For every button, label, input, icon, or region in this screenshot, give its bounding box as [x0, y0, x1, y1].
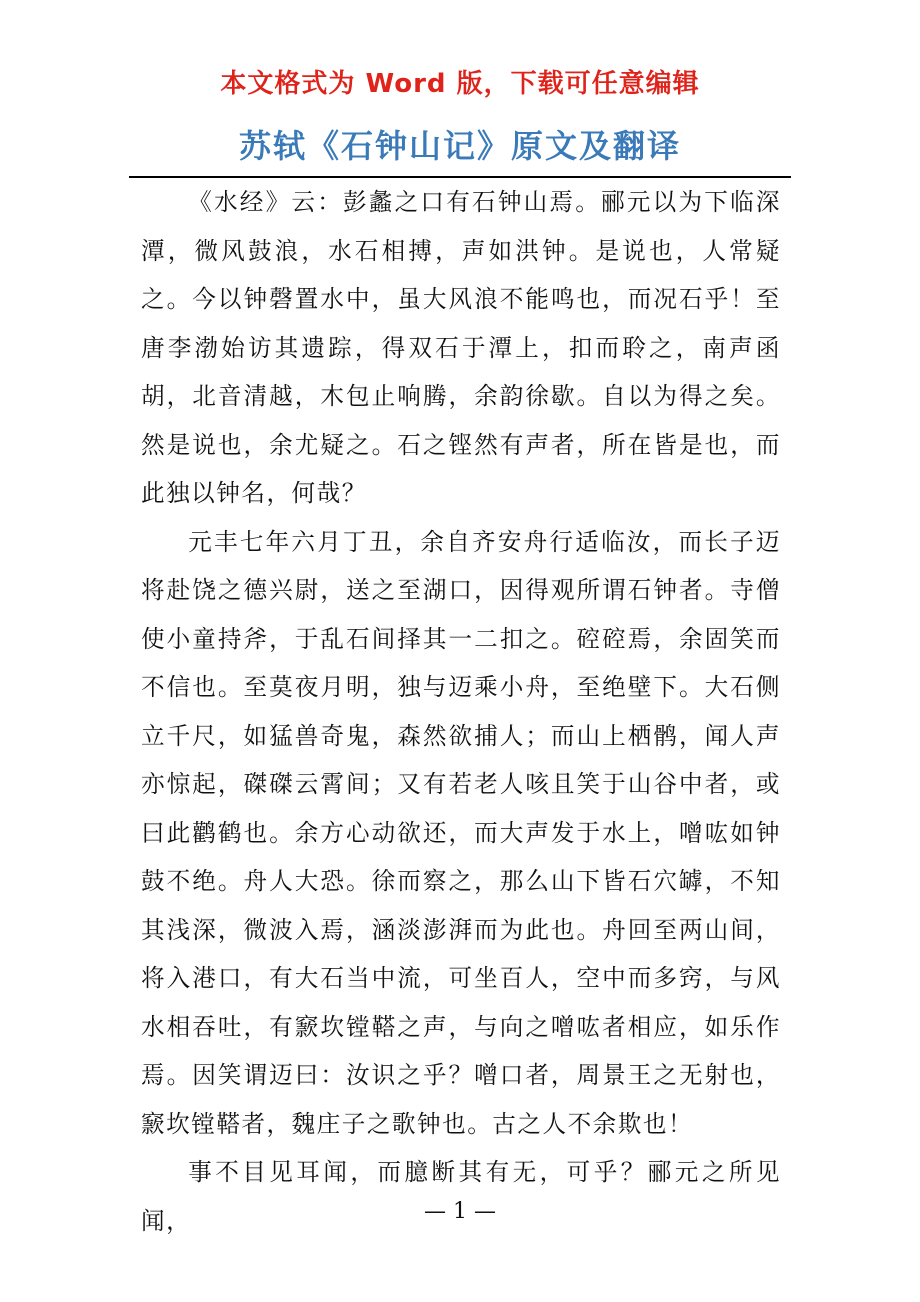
document-body: [141, 178, 781, 1245]
download-notice: 本文格式为 Word 版，下载可任意编辑: [220, 69, 700, 99]
paragraph-1: 《水经》云：彭蠡之口有石钟山焉。郦元以为下临深潭，微风鼓浪，水石相搏，声如洪钟。是说也，人常疑之。今以钟磬置水中，虽大风浪不能鸣也，而况石乎！至唐李渤始访其遗踪，得双石于潭上，扣而聆之，南声函胡，北音清越，木包止响腾，余韵徐歇。自以为得之矣。然是说也，余尤疑之。石之铿然有声者，所在皆是也，而此独以钟名，何哉？: [141, 188, 781, 507]
document-title: 苏轼《石钟山记》原文及翻译: [238, 127, 681, 165]
paragraph-2: 元丰七年六月丁丑，余自齐安舟行适临汝，而长子迈将赴饶之德兴尉，送之至湖口，因得观所谓石钟者。寺僧使小童持斧，于乱石间择其一二扣之。硿硿焉，余固笑而不信也。至莫夜月明，独与迈乘小舟，至绝壁下。大石侧立千尺，如猛兽奇鬼，森然欲捕人；而山上栖鹘，闻人声亦惊起，磔磔云霄间；又有若老人咳且笑于山谷中者，或曰此鹳鹤也。余方心动欲还，而大声发于水上，噌吰如钟鼓不绝。舟人大恐。徐而察之，那么山下皆石穴罅，不知其浅深，微波入焉，涵淡澎湃而为此也。舟回至两山间，将入港口，有大石当中流，可坐百人，空中而多窍，与风水相吞吐，有窾坎镗鞳之声，与向之噌吰者相应，如乐作焉。因笑谓迈曰：汝识之乎？噌口者，周景王之无射也，窾坎镗鞳者，魏庄子之歌钟也。古之人不余欺也！: [141, 527, 781, 1138]
paragraph-3: 事不目见耳闻，而臆断其有无，可乎？郦元之所见闻，: [141, 1158, 781, 1235]
page-number: — 1 —: [424, 1199, 496, 1224]
